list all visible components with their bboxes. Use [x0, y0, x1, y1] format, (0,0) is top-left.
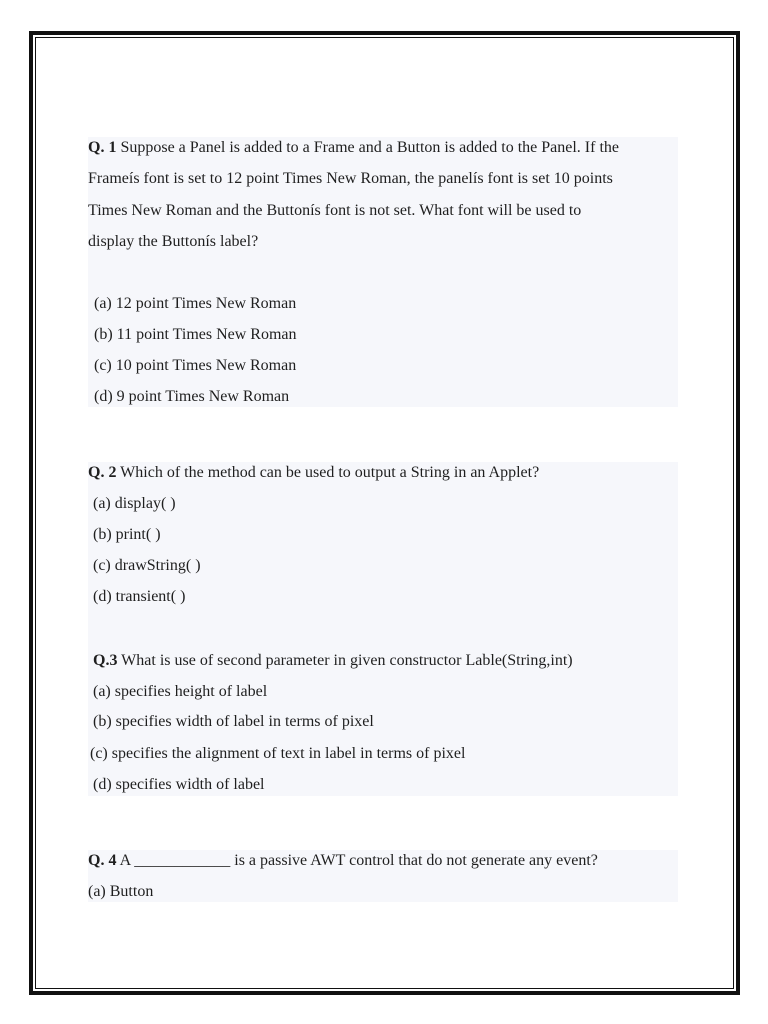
question-3-option-d: (d) specifies width of label: [93, 776, 265, 793]
question-3-option-a: (a) specifies height of label: [93, 683, 268, 700]
question-1-option-a: (a) 12 point Times New Roman: [94, 295, 297, 312]
question-3-option-c: (c) specifies the alignment of text in label in terms of pixel: [90, 745, 466, 762]
question-4-option-a: (a) Button: [88, 883, 154, 900]
question-1-line-2: Frameís font is set to 12 point Times New Roman, the panelís font is set 10 points: [88, 170, 613, 187]
question-1-line-1: [88, 138, 619, 158]
question-4-block: [88, 850, 678, 902]
question-1-text: Suppose a Panel is added to a Frame and a Button is added to the Panel. If the: [120, 139, 620, 156]
question-4-text: A ____________ is a passive AWT control that do not generate any event?: [119, 852, 598, 869]
question-3-text: What is use of second parameter in given constructor Lable(String,int): [121, 652, 573, 669]
question-4-line: [88, 851, 598, 871]
question-2-option-d: (d) transient( ): [93, 588, 186, 605]
question-1-option-d: (d) 9 point Times New Roman: [94, 388, 290, 405]
question-3-option-b: (b) specifies width of label in terms of pixel: [93, 713, 374, 730]
question-1-line-4: display the Buttonís label?: [88, 233, 259, 250]
question-2-text: Which of the method can be used to output a String in an Applet?: [120, 464, 540, 481]
question-2-option-c: (c) drawString( ): [93, 557, 201, 574]
question-1-block: [88, 137, 678, 407]
question-2-3-block: [88, 462, 678, 796]
question-1-number: Q. 1: [88, 139, 117, 156]
question-1-option-b: (b) 11 point Times New Roman: [94, 326, 297, 343]
question-2-option-b: (b) print( ): [93, 526, 161, 543]
question-3-line: [93, 651, 573, 671]
question-1-line-3: Times New Roman and the Buttonís font is not set. What font will be used to: [88, 202, 582, 219]
question-2-number: Q. 2: [88, 464, 117, 481]
question-4-number: Q. 4: [88, 852, 117, 869]
question-2-line: [88, 463, 539, 483]
question-3-number: Q.3: [93, 652, 118, 669]
question-1-option-c: (c) 10 point Times New Roman: [94, 357, 297, 374]
question-2-option-a: (a) display( ): [93, 495, 176, 512]
